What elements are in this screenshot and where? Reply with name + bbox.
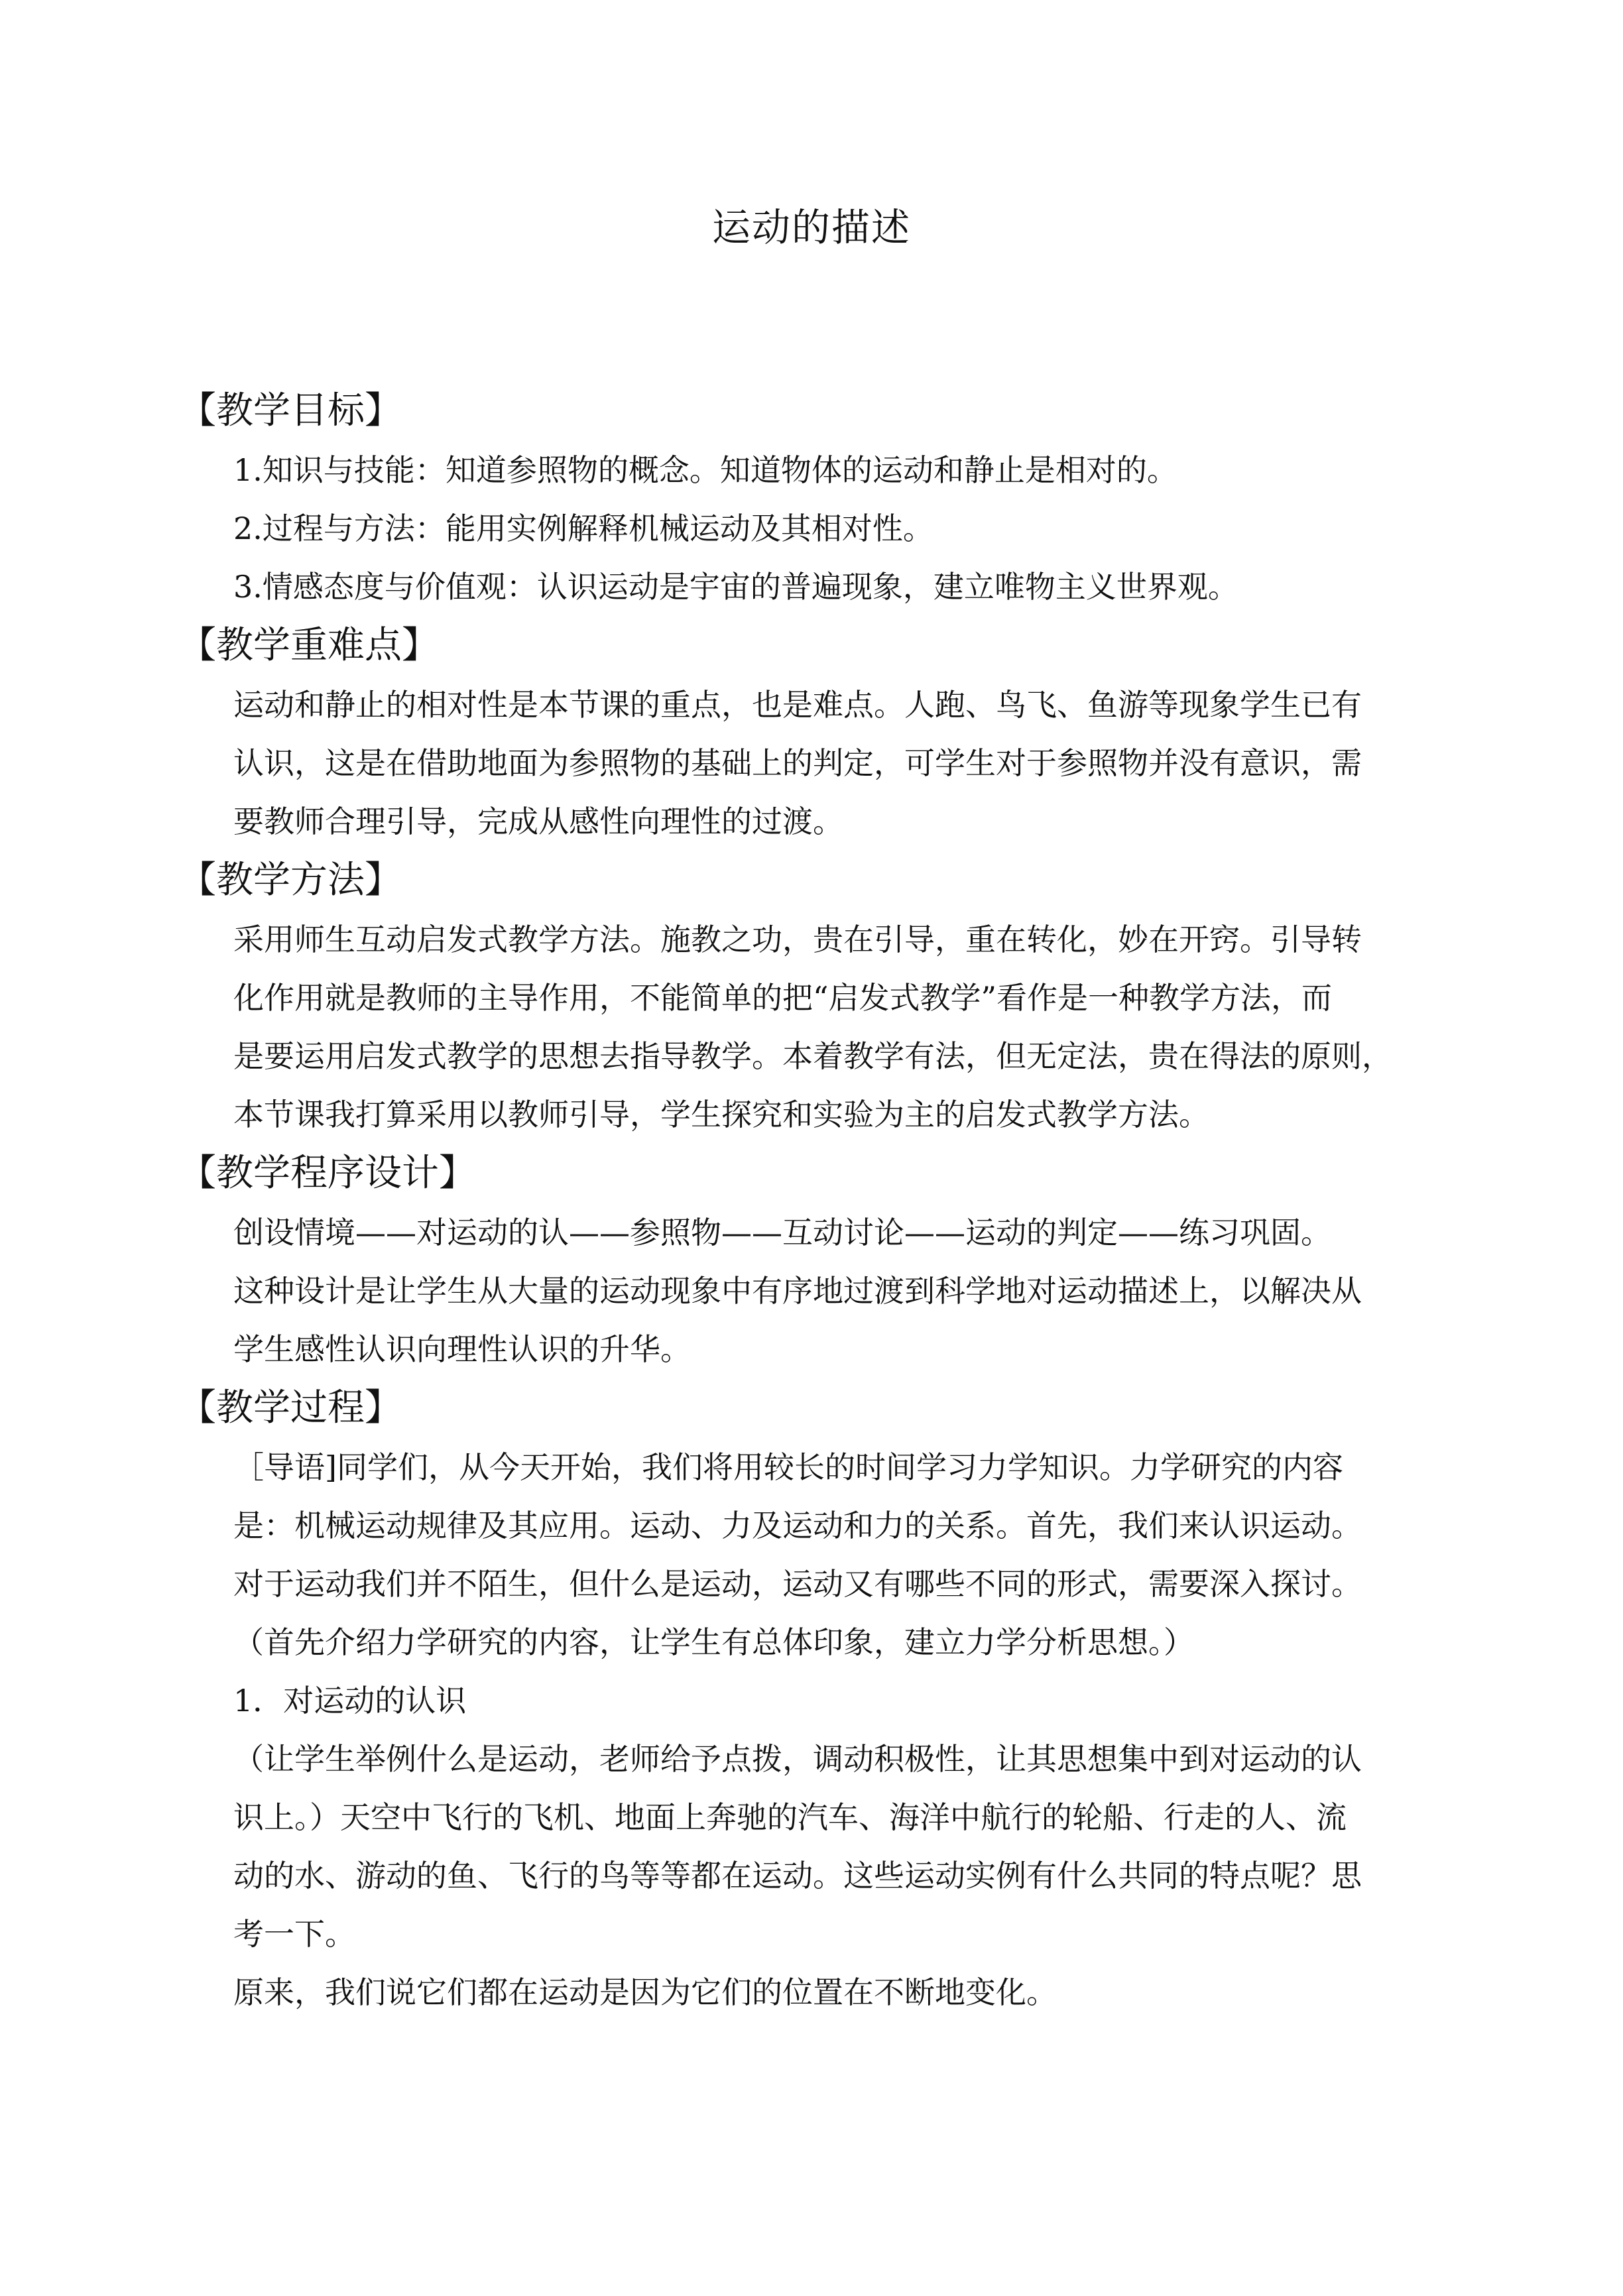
paragraph-line: 认识，这是在借助地面为参照物的基础上的判定，可学生对于参照物并没有意识，需 [233,745,1362,781]
paragraph-line: 识上。）天空中飞行的飞机、地面上奔驰的汽车、海洋中航行的轮船、行走的人、流 [233,1799,1347,1835]
section-heading-objectives: 【教学目标】 [179,389,402,432]
paragraph-line: 要教师合理引导，完成从感性向理性的过渡。 [233,804,843,839]
section-heading-methods: 【教学方法】 [179,859,402,902]
paragraph-line: 运动和静止的相对性是本节课的重点，也是难点。人跑、鸟飞、鱼游等现象学生已有 [233,687,1362,723]
document-body [179,381,1445,2022]
paragraph-line: 学生感性认识向理性认识的升华。 [233,1331,691,1367]
paragraph-line: 本节课我打算采用以教师引导，学生探究和实验为主的启发式教学方法。 [233,1097,1209,1132]
paragraph-line: 创设情境——对运动的认——参照物——互动讨论——运动的判定——练习巩固。 [233,1215,1331,1250]
document-title: 运动的描述 [711,205,911,250]
section-heading-design: 【教学程序设计】 [179,1152,476,1195]
paragraph-line: 是要运用启发式教学的思想去指导教学。本着教学有法，但无定法，贵在得法的原则， [233,1038,1392,1074]
paragraph-line: 1．对运动的认识 [233,1683,467,1719]
paragraph-line: （首先介绍力学研究的内容，让学生有总体印象，建立力学分析思想。） [233,1624,1194,1660]
paragraph-line: 动的水、游动的鱼、飞行的鸟等等都在运动。这些运动实例有什么共同的特点呢？思 [233,1858,1362,1894]
paragraph-line: 化作用就是教师的主导作用，不能简单的把“启发式教学”看作是一种教学方法，而 [233,980,1333,1016]
paragraph-line: （让学生举例什么是运动，老师给予点拨，调动积极性，让其思想集中到对运动的认 [233,1741,1362,1777]
paragraph-line: 这种设计是让学生从大量的运动现象中有序地过渡到科学地对运动描述上，以解决从 [233,1273,1362,1309]
objective-item: 2.过程与方法：能用实例解释机械运动及其相对性。 [233,511,933,546]
paragraph-line: 对于运动我们并不陌生，但什么是运动，运动又有哪些不同的形式，需要深入探讨。 [233,1566,1362,1602]
key-points-paragraph [179,676,1445,851]
paragraph-line: 采用师生互动启发式教学方法。施教之功，贵在引导，重在转化，妙在开窍。引导转 [233,922,1362,957]
process-paragraph [179,1438,1445,2022]
paragraph-line: ［导语]同学们，从今天开始，我们将用较长的时间学习力学知识。力学研究的内容 [233,1449,1343,1485]
objective-item: 3.情感态度与价值观：认识运动是宇宙的普遍现象，建立唯物主义世界观。 [233,569,1238,605]
paragraph-line: 考一下。 [233,1916,355,1952]
methods-paragraph [179,910,1445,1144]
section-heading-key-points: 【教学重难点】 [179,624,439,667]
paragraph-line: 是：机械运动规律及其应用。运动、力及运动和力的关系。首先，我们来认识运动。 [233,1508,1362,1543]
paragraph-line: 原来，我们说它们都在运动是因为它们的位置在不断地变化。 [233,1974,1057,2010]
section-heading-process: 【教学过程】 [179,1386,402,1429]
objective-item: 1.知识与技能：知道参照物的概念。知道物体的运动和静止是相对的。 [233,452,1177,488]
design-paragraph [179,1203,1445,1378]
